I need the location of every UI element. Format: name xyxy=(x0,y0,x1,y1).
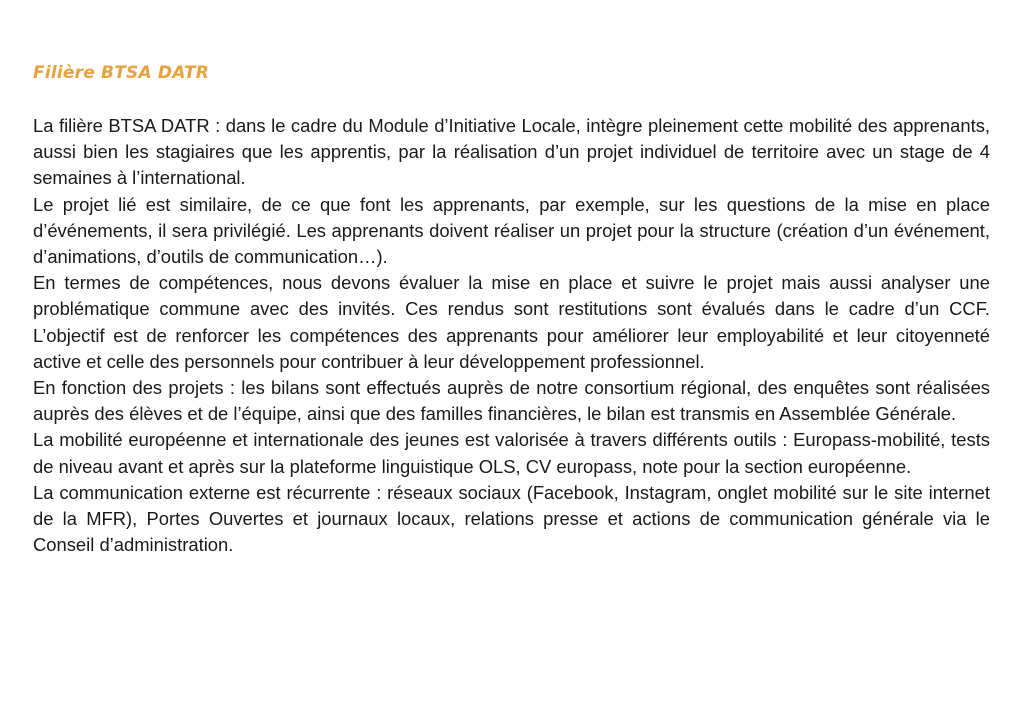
paragraph-4: En fonction des projets : les bilans sont effectués auprès de notre consortium régional, des enquêtes sont réalisées auprès des élèves et de l’équipe, ainsi que des familles financières, le bilan est transmis en Assemblée Générale. xyxy=(33,377,990,425)
paragraph-5: La mobilité européenne et internationale des jeunes est valorisée à travers différents outils : Europass-mobilité, tests de niveau avant et après sur la plateforme linguistique OLS, CV europass, note pour la section européenne. xyxy=(33,429,990,477)
paragraph-2: Le projet lié est similaire, de ce que font les apprenants, par exemple, sur les questions de la mise en place d’événements, il sera privilégié. Les apprenants doivent réaliser un projet pour la structure (création d’un événement, d’animations, d’outils de communication…). xyxy=(33,193,990,268)
paragraph-6: La communication externe est récurrente : réseaux sociaux (Facebook, Instagram, onglet mobilité sur le site internet de la MFR), Portes Ouvertes et journaux locaux, relations presse et actions de communication générale via le Conseil d’administration. xyxy=(33,481,990,556)
body-text xyxy=(33,113,990,558)
paragraph-1: La filière BTSA DATR : dans le cadre du Module d’Initiative Locale, intègre pleinement cette mobilité des apprenants, aussi bien les stagiaires que les apprentis, par la réalisation d’un projet individuel de territoire avec un stage de 4 semaines à l’international. xyxy=(33,115,990,189)
paragraph-3: En termes de compétences, nous devons évaluer la mise en place et suivre le projet mais aussi analyser une problématique commune avec des invités. Ces rendus sont restitutions sont évalués dans le cadre d’un CCF. L’objectif est de renforcer les compétences des apprenants pour améliorer leur employabilité et leur citoyenneté active et celle des personnels pour contribuer à leur développement professionnel. xyxy=(33,272,990,372)
section-title: Filière BTSA DATR xyxy=(33,63,210,83)
